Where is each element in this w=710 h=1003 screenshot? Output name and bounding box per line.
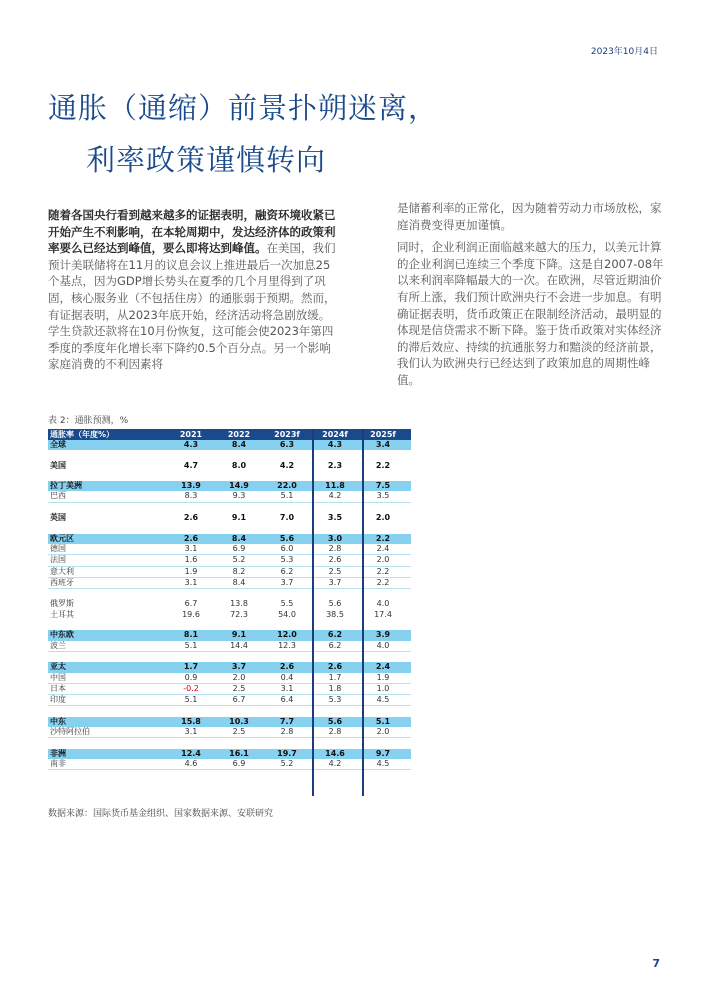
row-label: 西班牙 — [50, 577, 74, 587]
value-cell: 4.2 — [328, 758, 342, 768]
right-text-column — [397, 200, 669, 395]
value-cell: 2.6 — [327, 662, 343, 672]
value-cell: 19.6 — [182, 609, 200, 619]
value-cell: 22.0 — [277, 481, 297, 491]
left-text-column — [48, 207, 340, 379]
table-region-row — [48, 749, 411, 759]
table-row — [48, 759, 411, 770]
value-cell: 0.4 — [280, 672, 294, 682]
value-cell: 2.5 — [328, 566, 342, 576]
row-label: 中东 — [50, 716, 66, 726]
row-label: 亚太 — [50, 662, 66, 672]
value-cell: 4.5 — [376, 695, 390, 705]
table-row — [48, 544, 411, 555]
row-label: 印度 — [50, 695, 66, 705]
table-row — [48, 610, 411, 620]
value-cell: 4.3 — [183, 440, 199, 449]
value-cell: 2.2 — [375, 533, 391, 543]
value-cell: 5.1 — [184, 695, 198, 705]
value-cell: 5.1 — [280, 491, 294, 501]
value-cell: 3.1 — [184, 543, 198, 553]
value-cell: 5.3 — [328, 695, 342, 705]
table-region-row — [48, 481, 411, 491]
value-cell: 3.0 — [327, 533, 343, 543]
table-row — [48, 641, 411, 652]
value-cell: 11.8 — [325, 481, 345, 491]
row-label: 中国 — [50, 672, 66, 682]
page-number: 7 — [652, 957, 660, 970]
row-label: 巴西 — [50, 491, 66, 501]
value-cell: 2.4 — [375, 662, 391, 672]
value-cell: 2.0 — [376, 555, 390, 565]
value-cell: 3.1 — [280, 683, 294, 693]
value-cell: 6.4 — [280, 695, 294, 705]
value-cell: 5.6 — [328, 599, 342, 609]
value-cell: 1.6 — [184, 555, 198, 565]
value-cell: 8.4 — [231, 533, 247, 543]
table-region-row — [48, 630, 411, 640]
value-cell: 9.3 — [232, 491, 246, 501]
value-cell: 5.5 — [280, 599, 294, 609]
value-cell: 4.0 — [376, 599, 390, 609]
value-cell: 9.1 — [231, 630, 247, 640]
table-region-row — [48, 717, 411, 727]
value-cell: 1.0 — [376, 683, 390, 693]
value-cell: 2.3 — [327, 460, 343, 470]
table-region-row — [48, 534, 411, 544]
value-cell: 3.5 — [376, 491, 390, 501]
forecast-divider-line — [362, 429, 364, 796]
table-spacer-row — [48, 471, 411, 481]
value-cell: 14.9 — [229, 481, 249, 491]
right-paragraph-2: 同时，企业利润正面临越来越大的压力，以美元计算的企业利润已连续三个季度下降。这是自2007-08年以来利润率降幅最大的一次。在欧洲，尽管近期油价有所上涨，我们预计欧洲央行不会进一步加息。有明确证据表明，货币政策正在限制经济活动，最明显的体现是信贷需求不断下降。鉴于货币政策对实体经济的滞后效应、持续的抗通胀努力和黯淡的经济前景，我们认为欧洲央行已经达到了政策加息的周期性峰值。 — [397, 240, 664, 387]
table-caption: 表 2：通胀预测，% — [48, 416, 129, 426]
table-spacer-row — [48, 523, 411, 533]
value-cell: 3.4 — [375, 440, 391, 449]
value-cell: 7.5 — [375, 481, 391, 491]
value-cell: 7.0 — [279, 513, 295, 523]
value-cell: 4.7 — [183, 460, 199, 470]
value-cell: 0.9 — [184, 672, 198, 682]
value-cell: 2.4 — [376, 543, 390, 553]
table-spacer-row — [48, 503, 411, 513]
value-cell: 12.3 — [278, 640, 296, 650]
row-label: 拉丁美洲 — [50, 481, 82, 491]
row-label: 德国 — [50, 543, 66, 553]
value-cell: 13.8 — [230, 599, 248, 609]
value-cell: 2.8 — [328, 543, 342, 553]
table-row — [48, 578, 411, 589]
value-cell: 2.2 — [375, 460, 391, 470]
table-row — [48, 555, 411, 566]
value-cell: 1.9 — [184, 566, 198, 576]
value-cell: 6.2 — [328, 640, 342, 650]
value-cell: 3.7 — [328, 577, 342, 587]
table-row — [48, 695, 411, 706]
value-cell: 3.1 — [184, 727, 198, 737]
table-region-row — [48, 440, 411, 450]
value-cell: 13.9 — [181, 481, 201, 491]
row-label: 南非 — [50, 758, 66, 768]
value-cell: 6.0 — [280, 543, 294, 553]
row-label: 日本 — [50, 683, 66, 693]
row-label: 波兰 — [50, 640, 66, 650]
row-label: 意大利 — [50, 566, 74, 576]
table-row — [48, 727, 411, 738]
row-label: 沙特阿拉伯 — [50, 727, 90, 737]
value-cell: 3.9 — [375, 630, 391, 640]
value-cell: 17.4 — [374, 609, 392, 619]
value-cell: 8.1 — [183, 630, 199, 640]
value-cell: 4.0 — [376, 640, 390, 650]
table-region-row — [48, 662, 411, 672]
value-cell: 3.7 — [231, 662, 247, 672]
page-title-line1: 通胀（通缩）前景扑朔迷离， — [48, 91, 439, 125]
value-cell: 54.0 — [278, 609, 296, 619]
value-cell: 14.6 — [325, 748, 345, 758]
value-cell: 72.3 — [230, 609, 248, 619]
table-spacer-row — [48, 738, 411, 748]
value-cell: 8.3 — [184, 491, 198, 501]
value-cell: 12.4 — [181, 748, 201, 758]
value-cell: 5.6 — [327, 716, 343, 726]
value-cell: 8.0 — [231, 460, 247, 470]
forecast-divider-line — [312, 429, 314, 796]
row-label: 美国 — [50, 460, 66, 470]
value-cell: 1.7 — [183, 662, 199, 672]
value-cell: 8.4 — [232, 577, 246, 587]
value-cell: 2.8 — [280, 727, 294, 737]
row-label: 全球 — [50, 440, 66, 449]
value-cell: 6.7 — [232, 695, 246, 705]
header-cell: 2022 — [227, 430, 251, 439]
table-spacer-row — [48, 450, 411, 460]
value-cell: 2.6 — [279, 662, 295, 672]
right-paragraph-1: 是储蓄利率的正常化，因为随着劳动力市场放松，家庭消费变得更加谨慎。 — [397, 201, 662, 232]
inflation-forecast-table — [48, 429, 411, 770]
table-row — [48, 673, 411, 684]
value-cell: 6.3 — [279, 440, 295, 449]
table-row — [48, 491, 411, 502]
value-cell: 2.0 — [232, 672, 246, 682]
value-cell: 2.5 — [232, 683, 246, 693]
table-spacer-row — [48, 589, 411, 599]
value-cell: 5.3 — [280, 555, 294, 565]
value-cell: 5.2 — [232, 555, 246, 565]
value-cell: 6.9 — [232, 758, 246, 768]
value-cell: 14.4 — [230, 640, 248, 650]
value-cell: 2.6 — [183, 513, 199, 523]
header-cell: 2021 — [179, 430, 203, 439]
header-cell: 2025f — [370, 430, 396, 439]
table-spacer-row — [48, 620, 411, 630]
value-cell: 2.6 — [328, 555, 342, 565]
value-cell: 3.1 — [184, 577, 198, 587]
value-cell: 2.6 — [183, 533, 199, 543]
value-cell: 4.2 — [279, 460, 295, 470]
report-date: 2023年10月4日 — [590, 47, 658, 57]
value-cell: 2.2 — [376, 566, 390, 576]
row-label: 非洲 — [50, 748, 66, 758]
value-cell: 8.2 — [232, 566, 246, 576]
value-cell: 6.7 — [184, 599, 198, 609]
table-header-row — [48, 429, 411, 440]
table-row — [48, 599, 411, 609]
value-cell: 1.9 — [376, 672, 390, 682]
value-cell: 3.7 — [280, 577, 294, 587]
row-label: 英国 — [50, 513, 66, 523]
table-row — [48, 567, 411, 578]
value-cell: 2.0 — [375, 513, 391, 523]
value-cell: 15.8 — [181, 716, 201, 726]
value-cell: 6.9 — [232, 543, 246, 553]
header-cell: 2024f — [322, 430, 348, 439]
data-source-note: 数据来源：国际货币基金组织、国家数据来源、安联研究 — [48, 809, 274, 819]
value-cell: 6.2 — [327, 630, 343, 640]
value-cell: 12.0 — [277, 630, 297, 640]
value-cell: 5.6 — [279, 533, 295, 543]
row-label: 法国 — [50, 555, 66, 565]
value-cell: 10.3 — [229, 716, 249, 726]
value-cell: 8.4 — [231, 440, 247, 449]
header-cell: 2023f — [274, 430, 300, 439]
row-label: 土耳其 — [50, 609, 74, 619]
page-title-line2: 利率政策谨慎转向 — [86, 143, 327, 177]
value-cell: 1.7 — [328, 672, 342, 682]
value-cell: 2.0 — [376, 727, 390, 737]
value-cell: 4.2 — [328, 491, 342, 501]
value-cell: 4.3 — [327, 440, 343, 449]
table-region-row — [48, 513, 411, 523]
row-label: 欧元区 — [50, 533, 74, 543]
value-cell: 5.1 — [184, 640, 198, 650]
table-region-row — [48, 461, 411, 471]
value-cell: 38.5 — [326, 609, 344, 619]
value-cell: 9.1 — [231, 513, 247, 523]
value-cell: 6.2 — [280, 566, 294, 576]
value-cell: 4.5 — [376, 758, 390, 768]
value-cell: 7.7 — [279, 716, 295, 726]
value-cell: -0.2 — [183, 683, 199, 693]
row-label: 俄罗斯 — [50, 599, 74, 609]
value-cell: 1.8 — [328, 683, 342, 693]
row-label: 中东欧 — [50, 630, 74, 640]
value-cell: 4.6 — [184, 758, 198, 768]
lead-paragraph: 随着各国央行看到越来越多的证据表明，融资环境收紧已开始产生不利影响，在本轮周期中，发达经济体的政策利率要么已经达到峰值，要么即将达到峰值。 — [48, 208, 336, 256]
left-body-text: 在美国，我们预计美联储将在11月的议息会议上推进最后一次加息25个基点，因为GDP增长势头在夏季的几个月里得到了巩固，核心服务业（不包括住房）的通胀弱于预期。然而，有证据表明，从2023年底开始，经济活动将急剧放缓。学生贷款还款将在10月份恢复，这可能会使2023年第四季度的季度年化增长率下降约0.5个百分点。另一个影响家庭消费的不利因素将 — [48, 241, 336, 372]
table-spacer-row — [48, 652, 411, 662]
header-cell: 通胀率（年度%） — [50, 430, 115, 439]
value-cell: 3.5 — [327, 513, 343, 523]
value-cell: 5.1 — [375, 716, 391, 726]
value-cell: 16.1 — [229, 748, 249, 758]
value-cell: 2.8 — [328, 727, 342, 737]
value-cell: 2.5 — [232, 727, 246, 737]
table-spacer-row — [48, 706, 411, 716]
value-cell: 19.7 — [277, 748, 297, 758]
value-cell: 5.2 — [280, 758, 294, 768]
value-cell: 9.7 — [375, 748, 391, 758]
value-cell: 2.2 — [376, 577, 390, 587]
table-row — [48, 684, 411, 695]
